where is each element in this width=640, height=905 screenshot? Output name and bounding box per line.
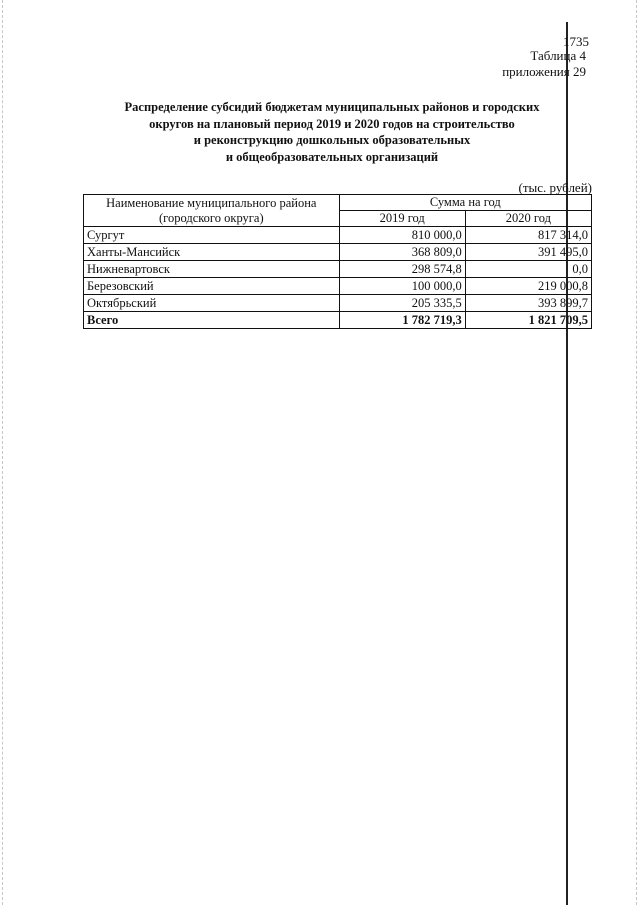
scan-edge-left <box>2 0 4 905</box>
title-line1: Распределение субсидий бюджетам муниципальных районов и городских <box>124 100 540 114</box>
table-row <box>84 244 592 261</box>
table-row <box>84 295 592 312</box>
row-value-2020: 391 495,0 <box>465 244 591 261</box>
table-reference <box>502 48 586 80</box>
table-ref-line2: приложения 29 <box>502 64 586 79</box>
row-value-2019: 810 000,0 <box>339 227 465 244</box>
row-value-2020: 817 314,0 <box>465 227 591 244</box>
table-ref-line1: Таблица 4 <box>530 48 586 63</box>
row-value-2020: 393 899,7 <box>465 295 591 312</box>
table-total-row <box>84 312 592 329</box>
total-value-2019: 1 782 719,3 <box>339 312 465 329</box>
title-line2: округов на плановый период 2019 и 2020 годов на строительство <box>149 116 515 131</box>
row-value-2020: 219 000,8 <box>465 278 591 295</box>
header-year-2019: 2019 год <box>339 211 465 227</box>
table-row <box>84 227 592 244</box>
page-number: 1735 <box>563 34 589 49</box>
row-value-2019: 205 335,5 <box>339 295 465 312</box>
row-value-2020: 0,0 <box>465 261 591 278</box>
scan-edge-right <box>636 0 638 905</box>
table-row <box>84 278 592 295</box>
row-name: Сургут <box>84 227 340 244</box>
header-sum: Сумма на год <box>339 195 591 211</box>
row-name: Нижневартовск <box>84 261 340 278</box>
units-label: (тыс. рублей) <box>518 180 592 195</box>
row-name: Ханты-Мансийск <box>84 244 340 261</box>
row-name: Березовский <box>84 278 340 295</box>
total-value-2020: 1 821 709,5 <box>465 312 591 329</box>
row-value-2019: 298 574,8 <box>339 261 465 278</box>
table-header-row <box>84 195 592 211</box>
subsidy-table <box>83 194 592 329</box>
table-row <box>84 261 592 278</box>
header-name: Наименование муниципального района (городского округа) <box>84 195 340 227</box>
document-title <box>82 99 582 165</box>
row-name: Октябрьский <box>84 295 340 312</box>
title-line3: и реконструкцию дошкольных образовательных <box>193 133 471 147</box>
row-value-2019: 368 809,0 <box>339 244 465 261</box>
total-label: Всего <box>84 312 340 329</box>
title-line4: и общеобразовательных организаций <box>225 149 439 164</box>
row-value-2019: 100 000,0 <box>339 278 465 295</box>
header-year-2020: 2020 год <box>465 211 591 227</box>
